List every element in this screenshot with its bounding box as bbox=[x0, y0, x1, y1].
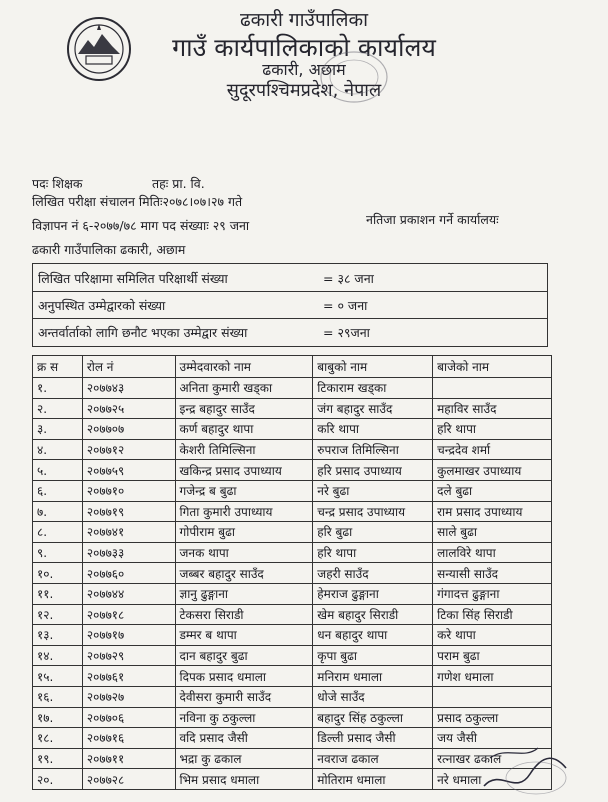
table-row bbox=[33, 378, 552, 399]
candidate-summary-box bbox=[32, 263, 548, 347]
cell-candidate: गिता कुमारी उपाध्याय bbox=[175, 501, 313, 522]
cell-father: धन बहादुर थापा bbox=[313, 625, 433, 646]
office-address-line: ढकारी गाउँपालिका ढकारी, अछाम bbox=[32, 242, 186, 257]
cell-grandfather bbox=[433, 378, 552, 399]
cell-roll: २०७७२७ bbox=[82, 686, 175, 707]
cell-roll: २०७७१९ bbox=[82, 501, 175, 522]
cell-father: रुपराज तिमिल्सिना bbox=[313, 439, 433, 460]
cell-father: डिल्ली प्रसाद जैसी bbox=[313, 728, 433, 749]
cell-candidate: भिम प्रसाद धमाला bbox=[175, 769, 313, 790]
cell-roll: २०७७०७ bbox=[82, 419, 175, 440]
table-row bbox=[33, 666, 552, 687]
table-row bbox=[33, 583, 552, 604]
summary-row bbox=[33, 291, 547, 319]
cell-candidate: दिपक प्रसाद धमाला bbox=[175, 666, 313, 687]
cell-father: मोतिराम धमाला bbox=[313, 769, 433, 790]
cell-roll: २०७७५९ bbox=[82, 460, 175, 481]
cell-roll: २०७७६० bbox=[82, 563, 175, 584]
cell-father: जहरी साउँद bbox=[313, 563, 433, 584]
cell-father: हेमराज ढुङ्गाना bbox=[313, 583, 433, 604]
cell-serial: १३. bbox=[33, 625, 83, 646]
header-serial: क्र स bbox=[33, 356, 83, 378]
cell-roll: २०७७०६ bbox=[82, 707, 175, 728]
cell-serial: ४. bbox=[33, 439, 83, 460]
table-row bbox=[33, 563, 552, 584]
cell-father: हरि थापा bbox=[313, 542, 433, 563]
summary-label: अनुपस्थित उम्मेद्वारको संख्या bbox=[38, 298, 166, 313]
office-name: गाउँ कार्यपालिकाको कार्यालय bbox=[172, 33, 436, 62]
cell-roll: २०७७३३ bbox=[82, 542, 175, 563]
cell-serial: १२. bbox=[33, 604, 83, 625]
cell-roll: २०७७१६ bbox=[82, 728, 175, 749]
cell-serial: १८. bbox=[33, 728, 83, 749]
table-row bbox=[33, 707, 552, 728]
cell-roll: २०७७११ bbox=[82, 748, 175, 769]
summary-row bbox=[33, 264, 547, 292]
cell-serial: १४. bbox=[33, 645, 83, 666]
summary-label: लिखित परिक्षामा समिलित परिक्षार्थी संख्या bbox=[38, 271, 228, 286]
table-header-row bbox=[33, 356, 552, 378]
cell-roll: २०७७६१ bbox=[82, 666, 175, 687]
cell-roll: २०७७४३ bbox=[82, 378, 175, 399]
cell-roll: २०७७१८ bbox=[82, 604, 175, 625]
cell-father: करि थापा bbox=[313, 419, 433, 440]
cell-candidate: ज्ञानु ढुङ्गाना bbox=[175, 583, 313, 604]
table-row bbox=[33, 480, 552, 501]
municipality-name: ढकारी गाउँपालिका bbox=[239, 9, 368, 31]
cell-father: धोजे साउँद bbox=[313, 686, 433, 707]
exam-date-line: लिखित परीक्षा संचालन मितिः२०७८।०७।२७ गते bbox=[32, 194, 243, 209]
office-address: ढकारी, अछाम bbox=[262, 60, 346, 79]
cell-serial: ६. bbox=[33, 480, 83, 501]
cell-father: हरि बुढा bbox=[313, 522, 433, 543]
summary-value: = ३८ जना bbox=[323, 271, 374, 286]
cell-candidate: जब्बर बहादुर साउँद bbox=[175, 563, 313, 584]
summary-value: = ० जना bbox=[323, 298, 368, 313]
cell-candidate: दान बहादुर बुढा bbox=[175, 645, 313, 666]
cell-father: चन्द्र प्रसाद उपाध्याय bbox=[313, 501, 433, 522]
cell-candidate: जनक थापा bbox=[175, 542, 313, 563]
cell-father: नवराज ढकाल bbox=[313, 748, 433, 769]
table-row bbox=[33, 460, 552, 481]
cell-roll: २०७७१० bbox=[82, 480, 175, 501]
cell-grandfather: नरे धमाला bbox=[433, 769, 552, 790]
cell-grandfather: कुलमाखर उपाध्याय bbox=[433, 460, 552, 481]
cell-serial: १७. bbox=[33, 707, 83, 728]
cell-grandfather: पराम बुढा bbox=[433, 645, 552, 666]
table-row bbox=[33, 439, 552, 460]
cell-grandfather: लालविरे थापा bbox=[433, 542, 552, 563]
cell-grandfather: रत्नाखर ढकाल bbox=[433, 748, 552, 769]
cell-serial: ८. bbox=[33, 522, 83, 543]
cell-candidate: टेकसरा सिराडी bbox=[175, 604, 313, 625]
cell-candidate: कर्ण बहादुर थापा bbox=[175, 419, 313, 440]
cell-roll: २०७७१७ bbox=[82, 625, 175, 646]
table-row bbox=[33, 419, 552, 440]
cell-candidate: खकिन्द्र प्रसाद उपाध्याय bbox=[175, 460, 313, 481]
header-roll: रोल नं bbox=[82, 356, 175, 378]
cell-grandfather: टिका सिंह सिराडी bbox=[433, 604, 552, 625]
summary-value: = २९जना bbox=[323, 325, 370, 340]
publisher-label: नतिजा प्रकाशन गर्ने कार्यालयः bbox=[366, 212, 499, 227]
table-row bbox=[33, 686, 552, 707]
cell-candidate: नविना कु ठकुल्ला bbox=[175, 707, 313, 728]
cell-grandfather: प्रसाद ठकुल्ला bbox=[433, 707, 552, 728]
table-row bbox=[33, 769, 552, 790]
cell-grandfather: राम प्रसाद उपाध्याय bbox=[433, 501, 552, 522]
cell-grandfather: महाविर साउँद bbox=[433, 398, 552, 419]
cell-candidate: गोपीराम बुढा bbox=[175, 522, 313, 543]
cell-serial: १९. bbox=[33, 748, 83, 769]
cell-grandfather: हरि थापा bbox=[433, 419, 552, 440]
candidate-table bbox=[32, 355, 552, 790]
advertisement-line: विज्ञापन नं ६-२०७७/७८ माग पद संख्याः २९ जना bbox=[32, 218, 250, 233]
post-label: पदः शिक्षक bbox=[32, 176, 83, 191]
cell-father: मनिराम धमाला bbox=[313, 666, 433, 687]
cell-roll: २०७७४४ bbox=[82, 583, 175, 604]
table-row bbox=[33, 748, 552, 769]
cell-father: कृपा बुढा bbox=[313, 645, 433, 666]
table-row bbox=[33, 604, 552, 625]
cell-roll: २०७७१२ bbox=[82, 439, 175, 460]
summary-row bbox=[33, 318, 547, 345]
header-father: बाबुको नाम bbox=[313, 356, 433, 378]
cell-serial: ७. bbox=[33, 501, 83, 522]
cell-candidate: डम्मर ब थापा bbox=[175, 625, 313, 646]
cell-serial: २. bbox=[33, 398, 83, 419]
cell-grandfather: गंगादत्त ढुङ्गाना bbox=[433, 583, 552, 604]
cell-serial: ११. bbox=[33, 583, 83, 604]
table-row bbox=[33, 398, 552, 419]
cell-roll: २०७७२९ bbox=[82, 645, 175, 666]
cell-candidate: इन्द्र बहादुर साउँद bbox=[175, 398, 313, 419]
table-row bbox=[33, 645, 552, 666]
cell-serial: १६. bbox=[33, 686, 83, 707]
cell-candidate: गजेन्द्र ब बुढा bbox=[175, 480, 313, 501]
cell-roll: २०७७४१ bbox=[82, 522, 175, 543]
cell-candidate: वदि प्रसाद जैसी bbox=[175, 728, 313, 749]
cell-candidate: केशरी तिमिल्सिना bbox=[175, 439, 313, 460]
table-row bbox=[33, 501, 552, 522]
table-row bbox=[33, 728, 552, 749]
cell-serial: ३. bbox=[33, 419, 83, 440]
cell-serial: १०. bbox=[33, 563, 83, 584]
cell-father: बहादुर सिंह ठकुल्ला bbox=[313, 707, 433, 728]
cell-grandfather: साले बुढा bbox=[433, 522, 552, 543]
cell-father: हरि प्रसाद उपाध्याय bbox=[313, 460, 433, 481]
cell-father: नरे बुढा bbox=[313, 480, 433, 501]
cell-grandfather: गणेश धमाला bbox=[433, 666, 552, 687]
cell-serial: १. bbox=[33, 378, 83, 399]
header-grandfather: बाजेको नाम bbox=[433, 356, 552, 378]
cell-grandfather bbox=[433, 686, 552, 707]
officer-signature bbox=[476, 738, 572, 800]
cell-candidate: भद्रा कु ढकाल bbox=[175, 748, 313, 769]
cell-grandfather: चन्द्रदेव शर्मा bbox=[433, 439, 552, 460]
cell-grandfather: करे थापा bbox=[433, 625, 552, 646]
office-stamp bbox=[318, 48, 390, 106]
cell-grandfather: सन्यासी साउँद bbox=[433, 563, 552, 584]
summary-label: अन्तर्वार्ताको लागि छनौट भएका उम्मेद्वार संख्या bbox=[38, 325, 248, 340]
cell-father: टिकाराम खड्का bbox=[313, 378, 433, 399]
table-row bbox=[33, 542, 552, 563]
table-row bbox=[33, 522, 552, 543]
province-name: सुदूरपश्चिमप्रदेश, नेपाल bbox=[226, 80, 382, 101]
cell-father: खेम बहादुर सिराडी bbox=[313, 604, 433, 625]
cell-candidate: अनिता कुमारी खड्का bbox=[175, 378, 313, 399]
cell-grandfather: जय जैसी bbox=[433, 728, 552, 749]
cell-candidate: देवीसरा कुमारी साउँद bbox=[175, 686, 313, 707]
cell-father: जंग बहादुर साउँद bbox=[313, 398, 433, 419]
cell-serial: १५. bbox=[33, 666, 83, 687]
header-candidate: उम्मेदवारको नाम bbox=[175, 356, 313, 378]
cell-serial: ५. bbox=[33, 460, 83, 481]
cell-serial: २०. bbox=[33, 769, 83, 790]
level-label: तहः प्रा. वि. bbox=[152, 176, 205, 191]
table-row bbox=[33, 625, 552, 646]
cell-serial: ९. bbox=[33, 542, 83, 563]
cell-grandfather: दले बुढा bbox=[433, 480, 552, 501]
cell-roll: २०७७२८ bbox=[82, 769, 175, 790]
cell-roll: २०७७२५ bbox=[82, 398, 175, 419]
